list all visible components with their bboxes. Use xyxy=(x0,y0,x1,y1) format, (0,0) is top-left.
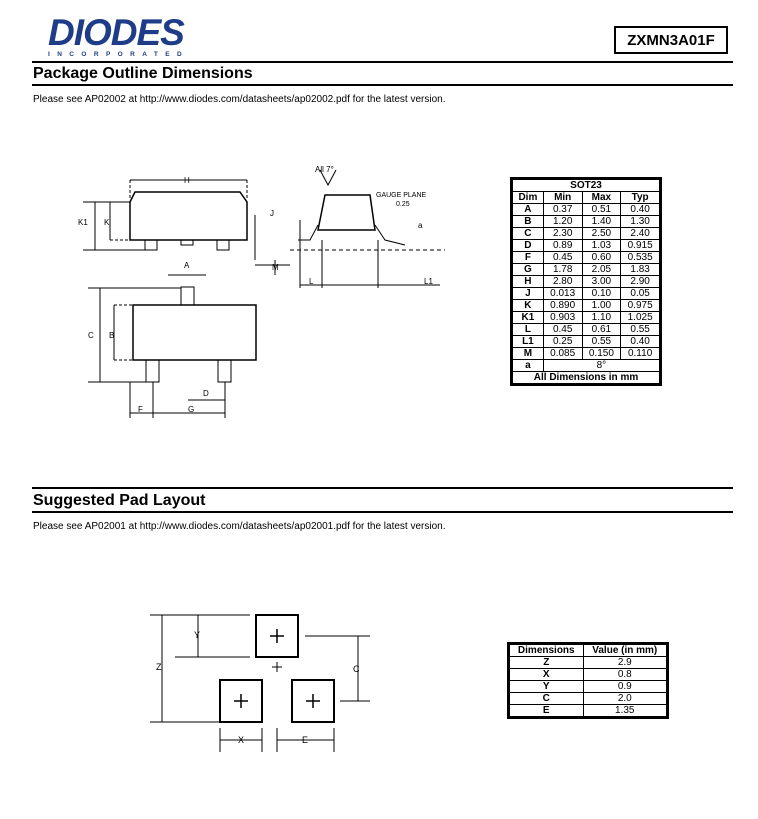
dim-cell: A xyxy=(513,204,544,216)
value-cell: 0.55 xyxy=(582,336,621,348)
table-row xyxy=(513,288,660,300)
dim-G-label: G xyxy=(188,405,195,414)
dim-cell: G xyxy=(513,264,544,276)
dim-K-label: K xyxy=(104,218,110,227)
dim-a-label: a xyxy=(418,221,423,230)
value-cell: 0.013 xyxy=(543,288,582,300)
value-cell: 0.05 xyxy=(621,288,660,300)
value-cell: 0.9 xyxy=(583,681,666,693)
pad-header-value: Value (in mm) xyxy=(583,645,666,657)
dim-A-label: A xyxy=(184,261,190,270)
diodes-logo xyxy=(48,12,198,58)
value-cell: 0.10 xyxy=(582,288,621,300)
pad-section-rule-bottom xyxy=(32,511,733,513)
sot23-table-title: SOT23 xyxy=(513,180,660,192)
value-cell: 1.20 xyxy=(543,216,582,228)
dim-cell: H xyxy=(513,276,544,288)
dim-cell: K xyxy=(513,300,544,312)
value-cell: 0.975 xyxy=(621,300,660,312)
part-number: ZXMN3A01F xyxy=(614,26,728,54)
value-cell: 1.30 xyxy=(621,216,660,228)
value-cell: 0.40 xyxy=(621,204,660,216)
package-outline-drawing xyxy=(60,150,460,430)
table-row xyxy=(513,312,660,324)
dim-cell: X xyxy=(510,669,584,681)
value-cell: 0.45 xyxy=(543,252,582,264)
value-cell: 0.890 xyxy=(543,300,582,312)
logo-word: DIODES xyxy=(48,12,184,53)
value-cell: 0.085 xyxy=(543,348,582,360)
table-row xyxy=(513,264,660,276)
pad-layout-note: Please see AP02001 at http://www.diodes.com/datasheets/ap02001.pdf for the latest version. xyxy=(33,521,446,532)
value-cell: 0.51 xyxy=(582,204,621,216)
dim-cell: L xyxy=(513,324,544,336)
sot23-header-typ: Typ xyxy=(621,192,660,204)
pad-dim-Y-label: Y xyxy=(194,630,201,640)
logo-subtitle: INCORPORATED xyxy=(48,51,190,58)
table-row xyxy=(513,300,660,312)
value-cell: 1.03 xyxy=(582,240,621,252)
value-cell: 2.05 xyxy=(582,264,621,276)
pad-section-rule-top xyxy=(32,487,733,489)
value-cell: 1.35 xyxy=(583,705,666,717)
value-cell: 0.37 xyxy=(543,204,582,216)
value-cell: 0.903 xyxy=(543,312,582,324)
sot23-table-wrapper xyxy=(510,177,662,386)
table-row xyxy=(513,216,660,228)
table-row xyxy=(513,204,660,216)
value-cell: 2.9 xyxy=(583,657,666,669)
pad-layout-title: Suggested Pad Layout xyxy=(33,492,206,509)
pad-table-header xyxy=(510,645,667,657)
gauge-plane-label: GAUGE PLANE xyxy=(376,192,427,199)
value-cell: 0.45 xyxy=(543,324,582,336)
dim-cell: C xyxy=(513,228,544,240)
pad-table-wrapper xyxy=(507,642,669,719)
value-cell: 0.150 xyxy=(582,348,621,360)
section-rule-top xyxy=(32,61,733,63)
pad-table xyxy=(509,644,667,717)
table-row xyxy=(513,252,660,264)
dim-M-label: M xyxy=(272,263,279,272)
value-cell: 2.50 xyxy=(582,228,621,240)
dim-cell: B xyxy=(513,216,544,228)
sot23-table-header xyxy=(513,192,660,204)
value-cell: 0.61 xyxy=(582,324,621,336)
dim-cell: F xyxy=(513,252,544,264)
dim-C-label: C xyxy=(88,331,94,340)
value-cell: 1.025 xyxy=(621,312,660,324)
sot23-table-footer: All Dimensions in mm xyxy=(513,372,660,384)
sot23-table xyxy=(512,179,660,384)
table-row xyxy=(510,693,667,705)
pad-dim-C-label: C xyxy=(353,664,360,674)
dim-cell: D xyxy=(513,240,544,252)
table-row xyxy=(513,348,660,360)
dim-cell: M xyxy=(513,348,544,360)
table-row xyxy=(513,240,660,252)
value-cell: 3.00 xyxy=(582,276,621,288)
value-cell: 2.0 xyxy=(583,693,666,705)
table-row xyxy=(510,681,667,693)
pad-layout-drawing xyxy=(140,600,390,765)
value-cell: 1.78 xyxy=(543,264,582,276)
dim-cell: Z xyxy=(510,657,584,669)
value-cell: 1.40 xyxy=(582,216,621,228)
dim-cell: L1 xyxy=(513,336,544,348)
pad-dim-Z-label: Z xyxy=(156,662,162,672)
pad-dim-X-label: X xyxy=(238,735,245,745)
table-row xyxy=(513,336,660,348)
table-row xyxy=(510,705,667,717)
sot23-header-dim: Dim xyxy=(513,192,544,204)
value-cell: 1.00 xyxy=(582,300,621,312)
dim-F-label: F xyxy=(138,405,143,414)
value-cell: 2.90 xyxy=(621,276,660,288)
dim-L1-label: L1 xyxy=(424,277,433,286)
dim-cell: E xyxy=(510,705,584,717)
dim-cell: J xyxy=(513,288,544,300)
table-row xyxy=(513,324,660,336)
dim-K1-label: K1 xyxy=(78,218,88,227)
section-rule-bottom xyxy=(32,84,733,86)
dim-B-label: B xyxy=(109,331,115,340)
table-row xyxy=(510,657,667,669)
package-outline-title: Package Outline Dimensions xyxy=(33,65,253,82)
dim-cell: K1 xyxy=(513,312,544,324)
value-cell: 0.535 xyxy=(621,252,660,264)
value-cell: 0.60 xyxy=(582,252,621,264)
value-cell: 0.8 xyxy=(583,669,666,681)
value-cell: 0.55 xyxy=(621,324,660,336)
table-row xyxy=(510,669,667,681)
value-cell: 1.10 xyxy=(582,312,621,324)
dim-J-label: J xyxy=(270,209,274,218)
value-cell: 0.89 xyxy=(543,240,582,252)
gauge-value-label: 0.25 xyxy=(396,201,410,208)
sot23-header-min: Min xyxy=(543,192,582,204)
pad-header-dimensions: Dimensions xyxy=(510,645,584,657)
pad-dim-E-label: E xyxy=(302,735,309,745)
dim-H-label: H xyxy=(184,176,190,185)
value-cell: 2.40 xyxy=(621,228,660,240)
table-row xyxy=(513,228,660,240)
dim-L-label: L xyxy=(309,277,314,286)
sot23-alpha-value: 8° xyxy=(543,360,659,372)
dim-cell: C xyxy=(510,693,584,705)
value-cell: 0.40 xyxy=(621,336,660,348)
table-row xyxy=(513,276,660,288)
dim-D-label: D xyxy=(203,389,209,398)
value-cell: 0.915 xyxy=(621,240,660,252)
value-cell: 1.83 xyxy=(621,264,660,276)
all-angle-label: All 7° xyxy=(315,165,334,174)
value-cell: 0.25 xyxy=(543,336,582,348)
value-cell: 2.30 xyxy=(543,228,582,240)
value-cell: 0.110 xyxy=(621,348,660,360)
table-row xyxy=(513,360,660,372)
value-cell: 2.80 xyxy=(543,276,582,288)
sot23-header-max: Max xyxy=(582,192,621,204)
sot23-alpha-dim: a xyxy=(513,360,544,372)
dim-cell: Y xyxy=(510,681,584,693)
package-outline-note: Please see AP02002 at http://www.diodes.com/datasheets/ap02002.pdf for the latest version. xyxy=(33,94,446,105)
